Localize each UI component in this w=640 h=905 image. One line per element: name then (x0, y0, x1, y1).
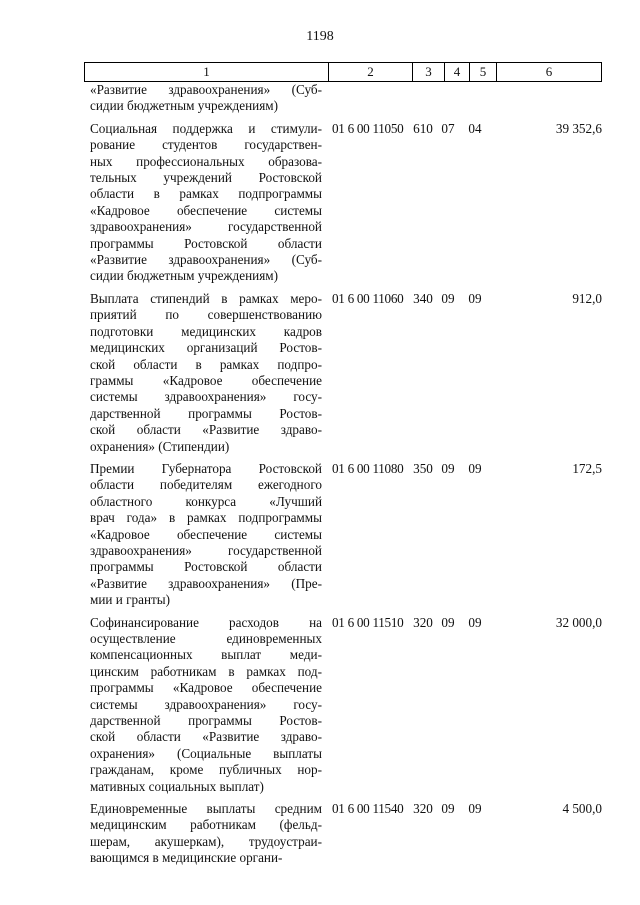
table-row (90, 121, 602, 285)
description-line: медицинских организаций Ростов- (90, 340, 322, 356)
description-line: осуществление единовременных (90, 631, 322, 646)
row-vr: 610 (413, 120, 433, 136)
description-line: врач года» в рамках подпрограммы (90, 510, 322, 526)
row-vr: 320 (413, 614, 433, 630)
description-line: приятий по совершенствованию (90, 307, 322, 323)
row-description (90, 615, 322, 795)
header-col-4: 4 (445, 63, 470, 81)
description-line: программы Ростовской области (90, 559, 322, 575)
description-line: дарственной программы Ростов- (90, 713, 322, 729)
description-line: здравоохранения» государственной (90, 542, 322, 558)
row-description (90, 291, 322, 455)
description-line: «Кадровое обеспечение системы (90, 202, 322, 218)
description-line: мативных социальных выплат) (90, 778, 264, 794)
row-rz: 09 (441, 460, 455, 476)
row-pr (460, 82, 490, 115)
description-line: граммы «Кадровое обеспечение (90, 372, 322, 388)
description-line: программы «Кадровое обеспечение (90, 680, 322, 696)
description-line: областного конкурса «Лучший (90, 493, 322, 509)
table-row (90, 801, 602, 867)
row-sum: 39 352,6 (555, 120, 602, 136)
row-sum: 172,5 (572, 460, 602, 476)
description-line: «Развитие здравоохранения» (Суб- (90, 252, 322, 268)
row-code: 01 6 00 11510 (332, 614, 404, 630)
header-col-2: 2 (329, 63, 413, 81)
row-sum: 912,0 (572, 290, 602, 306)
description-line: Выплата стипендий в рамках меро- (90, 290, 322, 306)
header-col-3: 3 (413, 63, 445, 81)
row-vr: 320 (413, 801, 433, 817)
description-line: сидии бюджетным учреждениям) (90, 98, 279, 114)
table-row (90, 291, 602, 455)
row-rz: 09 (441, 290, 455, 306)
description-line: дарственной программы Ростов- (90, 405, 322, 421)
description-line: Премии Губернатора Ростовской (90, 460, 322, 476)
row-rz (436, 82, 460, 115)
row-code: 01 6 00 11060 (332, 290, 404, 306)
description-line: Софинансирование расходов на (90, 614, 322, 630)
description-line: охранения» (Стипендии) (90, 438, 230, 454)
description-line: ской области «Развитие здраво- (90, 422, 322, 438)
row-description (90, 82, 322, 115)
table-body (90, 82, 602, 867)
description-line: мии и гранты) (90, 592, 171, 608)
description-line: гражданам, кроме публичных нор- (90, 762, 322, 778)
table-row (90, 461, 602, 609)
row-vr: 340 (413, 290, 433, 306)
row-sum: 4 500,0 (562, 801, 602, 817)
header-col-6: 6 (545, 64, 553, 79)
description-line: здравоохранения» государственной (90, 219, 322, 235)
description-line: «Кадровое обеспечение системы (90, 526, 322, 542)
row-sum (490, 82, 602, 115)
description-line: тельных учреждений Ростовской (90, 170, 322, 186)
row-pr: 09 (468, 614, 482, 630)
description-line: компенсационных выплат меди- (90, 647, 322, 663)
row-vr: 350 (413, 460, 433, 476)
row-code: 01 6 00 11080 (332, 460, 404, 476)
description-line: медицинским работникам (фельд- (90, 817, 322, 833)
description-line: системы здравоохранения» госу- (90, 696, 322, 712)
row-description (90, 801, 322, 867)
description-line: шерам, акушеркам), трудоустраи- (90, 833, 322, 849)
description-line: ской области «Развитие здраво- (90, 729, 322, 745)
description-line: цинским работникам в рамках под- (90, 663, 322, 679)
row-pr: 09 (468, 801, 482, 817)
table-row (90, 82, 602, 115)
description-line: ской области в рамках подпро- (90, 356, 322, 372)
description-line: системы здравоохранения» госу- (90, 389, 322, 405)
table-header (84, 62, 602, 82)
description-line: ных профессиональных образова- (90, 153, 322, 169)
row-rz: 07 (441, 120, 455, 136)
row-rz: 09 (441, 614, 455, 630)
description-line: подготовки медицинских кадров (90, 323, 322, 339)
description-line: программы Ростовской области (90, 235, 322, 251)
description-line: охранения» (Социальные выплаты (90, 745, 322, 761)
description-line: сидии бюджетным учреждениям) (90, 268, 279, 284)
description-line: вающимся в медицинские органи- (90, 850, 283, 866)
row-pr: 04 (468, 120, 482, 136)
description-line: Социальная поддержка и стимули- (90, 120, 322, 136)
row-code: 01 6 00 11050 (332, 120, 404, 136)
row-sum: 32 000,0 (555, 614, 602, 630)
row-code (322, 82, 410, 115)
row-vr (410, 82, 436, 115)
row-pr: 09 (468, 460, 482, 476)
row-rz: 09 (441, 801, 455, 817)
description-line: области победителям ежегодного (90, 477, 322, 493)
row-description (90, 461, 322, 609)
row-pr: 09 (468, 290, 482, 306)
header-col-5: 5 (470, 63, 497, 81)
description-line: области в рамках подпрограммы (90, 186, 322, 202)
page-number: 1198 (306, 29, 334, 44)
description-line: Единовременные выплаты средним (90, 801, 322, 817)
table-row (90, 615, 602, 795)
description-line: «Развитие здравоохранения» (Суб- (90, 82, 322, 97)
header-col-1: 1 (85, 63, 329, 81)
row-code: 01 6 00 11540 (332, 801, 404, 817)
description-line: рование студентов государствен- (90, 137, 322, 153)
row-description (90, 121, 322, 285)
description-line: «Развитие здравоохранения» (Пре- (90, 575, 322, 591)
